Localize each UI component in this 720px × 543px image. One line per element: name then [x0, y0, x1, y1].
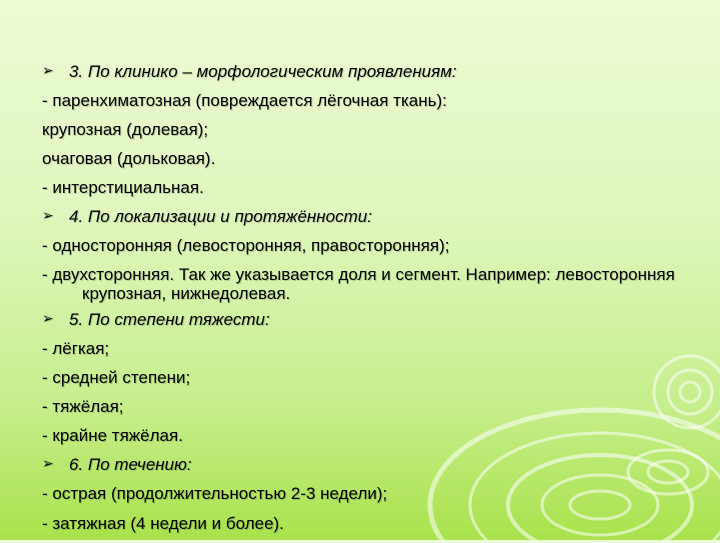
item-parenchymal: - паренхиматозная (повреждается лёгочная ткань):	[42, 91, 447, 111]
item-prolonged: - затяжная (4 недели и более).	[42, 513, 284, 533]
item-lobar: крупозная (долевая);	[42, 120, 209, 140]
heading-course: ➢ 6. По течению:	[42, 455, 192, 475]
item-focal: очаговая (дольковая).	[42, 149, 216, 169]
item-acute: - острая (продолжительностью 2-3 недели);	[42, 484, 388, 504]
item-extremely-severe: - крайне тяжёлая.	[42, 426, 183, 446]
slide-body	[42, 62, 692, 543]
item-mild: - лёгкая;	[42, 339, 110, 359]
arrowhead-bullet-icon: ➢	[42, 207, 54, 224]
item-moderate: - средней степени;	[42, 368, 191, 388]
heading-severity: ➢ 5. По степени тяжести:	[42, 310, 270, 330]
item-severe: - тяжёлая;	[42, 397, 124, 417]
heading-localization: ➢ 4. По локализации и протяжённости:	[42, 207, 372, 227]
arrowhead-bullet-icon: ➢	[42, 310, 54, 327]
item-bilateral: - двухсторонняя. Так же указывается доля и сегмент. Например: левосторонняя крупозная, нижнедолевая.	[42, 265, 675, 304]
arrowhead-bullet-icon: ➢	[42, 62, 54, 78]
item-interstitial: - интерстициальная.	[42, 178, 204, 198]
heading-clinical-morphological: ➢ 3. По клинико – морфологическим проявлениям:	[42, 62, 457, 81]
arrowhead-bullet-icon: ➢	[42, 455, 54, 472]
item-unilateral: - односторонняя (левосторонняя, правосторонняя);	[42, 236, 450, 256]
